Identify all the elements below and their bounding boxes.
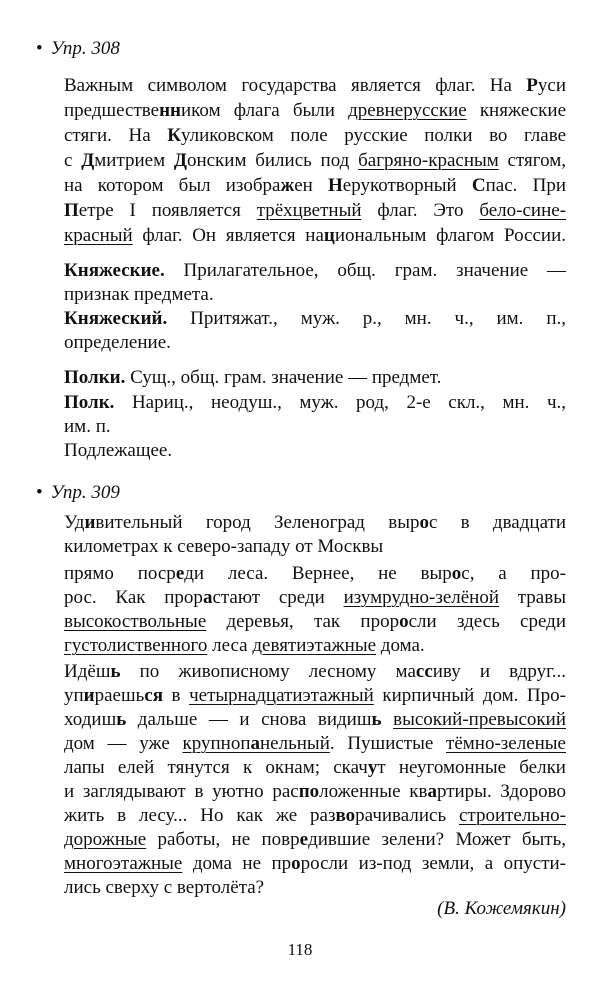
ex309-p3-line-3: ходишь дальше — и снова видишь высокий-превысокий: [64, 709, 566, 730]
ex308-line-4: с Дмитрием Донским бились под багряно-красным стягом,: [64, 150, 566, 171]
analysis-term: Княжеский.: [64, 308, 168, 329]
ex309-p2-line-3: высокоствольные деревья, так проросли здесь среди: [64, 611, 566, 632]
analysis-line-8: [64, 439, 566, 463]
analysis-text: Прилагательное, общ. грам. значение —: [183, 260, 567, 281]
analysis-line-5: [64, 366, 566, 390]
ex308-line-1: Важным символом государства является флаг. На Руси: [64, 75, 566, 96]
analysis-text: Притяжат., муж. р., мн. ч., им. п.,: [190, 308, 567, 329]
ex308-line-7: красный флаг. Он является национальным флагом России.: [64, 225, 566, 246]
analysis-text: определение.: [64, 332, 171, 353]
ex309-p3-line-5: лапы елей тянутся к окнам; скачут неугомонные белки: [64, 757, 566, 778]
analysis-term: Полк.: [64, 392, 115, 413]
ex309-p2-line-2: рос. Как прорастают среди изумрудно-зелёной травы: [64, 587, 566, 608]
exercise-309-heading: [36, 482, 120, 504]
ex309-p3-line-9: многоэтажные дома не проросли из-под земли, а опусти-: [64, 853, 566, 874]
ex309-p2-line-4: густолиственного леса девятиэтажные дома.: [64, 635, 425, 656]
analysis-term: Княжеские.: [64, 260, 165, 281]
analysis-line-3: [64, 307, 566, 331]
ex309-p3-line-10: лись сверху с вертолёта?: [64, 877, 265, 898]
analysis-text: Подлежащее.: [64, 440, 173, 461]
exercise-309-title: Упр. 309: [50, 482, 120, 503]
analysis-term: Полки.: [64, 367, 126, 388]
exercise-308-title: Упр. 308: [50, 38, 120, 59]
analysis-line-7: [64, 415, 566, 439]
ex308-line-3: стяги. На Куликовском поле русские полки во главе: [64, 125, 566, 146]
exercise-308-heading: [36, 38, 120, 60]
analysis-text: им. п.: [64, 416, 111, 437]
ex308-line-6: Петре I появляется трёхцветный флаг. Это бело-сине-: [64, 200, 567, 221]
analysis-text: Нариц., неодуш., муж. род, 2-е скл., мн. ч.,: [131, 392, 567, 413]
ex308-line-5: на котором был изображен Нерукотворный Спас. При: [64, 175, 566, 196]
bullet-icon: •: [36, 482, 43, 503]
author-signature: (В. Кожемякин): [437, 898, 566, 919]
ex308-line-2: предшественником флага были древнерусские княжеские: [64, 100, 567, 121]
analysis-line-4: [64, 331, 566, 355]
ex309-p3-line-1: Идёшь по живописному лесному массиву и вдруг...: [64, 661, 566, 682]
analysis-line-2: [64, 283, 566, 307]
ex309-p3-line-2: упираешься в четырнадцатиэтажный кирпичный дом. Про-: [64, 685, 566, 706]
page-number: 118: [287, 940, 313, 959]
ex309-p3-line-7: жить в лесу... Но как же разворачивались строительно-: [64, 805, 566, 826]
analysis-text: Сущ., общ. грам. значение — предмет.: [130, 367, 442, 388]
ex309-p1-line-1: Удивительный город Зеленоград вырос в двадцати: [64, 512, 566, 533]
ex309-p2-line-1: прямо посреди леса. Вернее, не вырос, а про-: [64, 563, 566, 584]
analysis-line-6: [64, 391, 566, 415]
ex309-p1-line-2: километрах к северо-западу от Москвы: [64, 536, 384, 557]
analysis-line-1: [64, 259, 566, 283]
ex309-p3-line-8: дорожные работы, не повредившие зелени? Может быть,: [64, 829, 566, 850]
analysis-text: признак предмета.: [64, 284, 214, 305]
bullet-icon: •: [36, 38, 43, 59]
ex309-p3-line-4: дом — уже крупнопанельный. Пушистые тёмно-зеленые: [64, 733, 566, 754]
ex309-p3-line-6: и заглядывают в уютно расположенные квартиры. Здорово: [64, 781, 566, 802]
